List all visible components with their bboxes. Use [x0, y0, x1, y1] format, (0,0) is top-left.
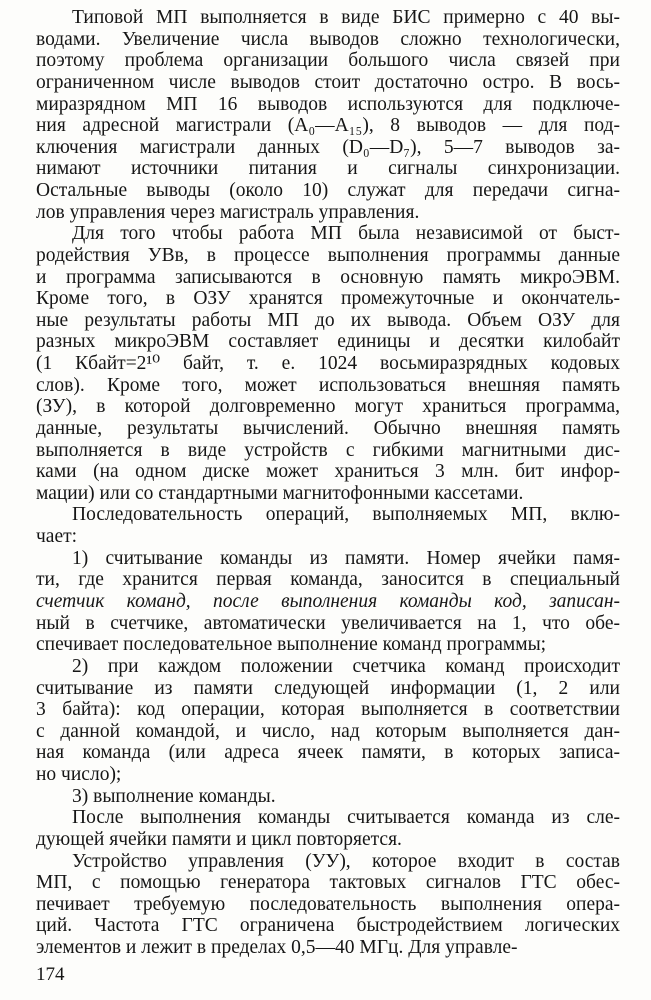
text-line: и программа записываются в основную память микроЭВМ.: [36, 266, 620, 288]
text-line: счетчик команд, после выполнения команды код, записан-: [36, 591, 620, 612]
text-line: дующей ячейки памяти и цикл повторяется.: [36, 828, 402, 850]
text-line: миразрядном МП 16 выводов используются для подключе-: [36, 93, 620, 115]
text-line: После выполнения команды считывается команда из сле-: [72, 807, 620, 829]
text-line: разных микроЭВМ составляет единицы и десятки килобайт: [36, 331, 620, 353]
text-line: Для того чтобы работа МП была независимой от быст-: [72, 223, 620, 245]
page-number: 174: [36, 964, 65, 985]
text-line: ками (на одном диске может храниться 3 млн. бит инфор-: [36, 461, 620, 483]
text-line: мации) или со стандартными магнитофонными кассетами.: [36, 482, 524, 504]
text-line: ная команда (или адреса ячеек памяти, в которых записа-: [36, 742, 620, 764]
text-line: ные результаты работы МП до их вывода. Объем ОЗУ для: [36, 309, 620, 331]
text-line: ния адресной магистрали (A₀—A₁₅), 8 выводов — для под-: [36, 115, 620, 137]
list-item-text: 3) выполнение команды.: [72, 785, 276, 807]
text-line: (ЗУ), в которой долговременно могут храниться программа,: [36, 396, 620, 418]
text-line: слов). Кроме того, может использоваться внешняя память: [36, 374, 620, 396]
text-line: Последовательность операций, выполняемых МП, вклю-: [72, 504, 620, 526]
text-line: спечивает последовательное выполнение команд программы;: [36, 634, 547, 656]
text-line: чает:: [36, 526, 78, 548]
text-line: ти, где хранится первая команда, заносится в специальный: [36, 569, 620, 591]
text-line: поэтому проблема организации большого числа связей при: [36, 50, 620, 72]
text-line: данные, результаты вычислений. Обычно внешняя память: [36, 417, 620, 439]
text-line: Кроме того, в ОЗУ хранятся промежуточные и окончатель-: [36, 288, 620, 310]
text-line: родействия УВв, в процессе выполнения программы данные: [36, 244, 620, 266]
text-line: (1 Кбайт=2¹⁰ байт, т. е. 1024 восьмиразрядных кодовых: [36, 353, 620, 374]
text-line: 3 байта): код операции, которая выполняется в соответствии: [36, 699, 620, 721]
text-line: но число);: [36, 764, 122, 785]
text-line: выполняется в виде устройств с гибкими магнитными дис-: [36, 439, 620, 461]
text-line: с данной командой, и число, над которым выполняется дан-: [36, 720, 620, 742]
text-line: лов управления через магистраль управления.: [36, 201, 420, 223]
text-line: Остальные выводы (около 10) служат для передачи сигна-: [36, 180, 620, 201]
list-item-text: 2) при каждом положении счетчика команд происходит: [72, 655, 620, 677]
text-line: считывание из памяти следующей информации (1, 2 или: [36, 677, 620, 699]
text-line: МП, с помощью генератора тактовых сигналов ГТС обес-: [36, 872, 620, 894]
text-line: элементов и лежит в пределах 0,5—40 МГц. Для управле-: [36, 937, 518, 958]
text-line: Устройство управления (УУ), которое входит в состав: [72, 850, 620, 872]
text-line: ключения магистрали данных (D₀—D₇), 5—7 выводов за-: [36, 136, 620, 158]
text-line: ций. Частота ГТС ограничена быстродействием логических: [36, 915, 620, 937]
text-line: ный в счетчике, автоматически увеличивается на 1, что обе-: [36, 612, 620, 634]
text-line: Типовой МП выполняется в виде БИС примерно с 40 вы-: [72, 7, 620, 28]
list-item-text: 1) считывание команды из памяти. Номер ячейки памя-: [72, 547, 620, 569]
text-line: печивает требуемую последовательность выполнения опера-: [36, 893, 620, 915]
text-line: водами. Увеличение числа выводов сложно технологически,: [36, 28, 620, 50]
text-line: ограниченном числе выводов стоит достаточно остро. В вось-: [36, 71, 620, 93]
text-line: нимают источники питания и сигналы синхронизации.: [36, 158, 620, 180]
